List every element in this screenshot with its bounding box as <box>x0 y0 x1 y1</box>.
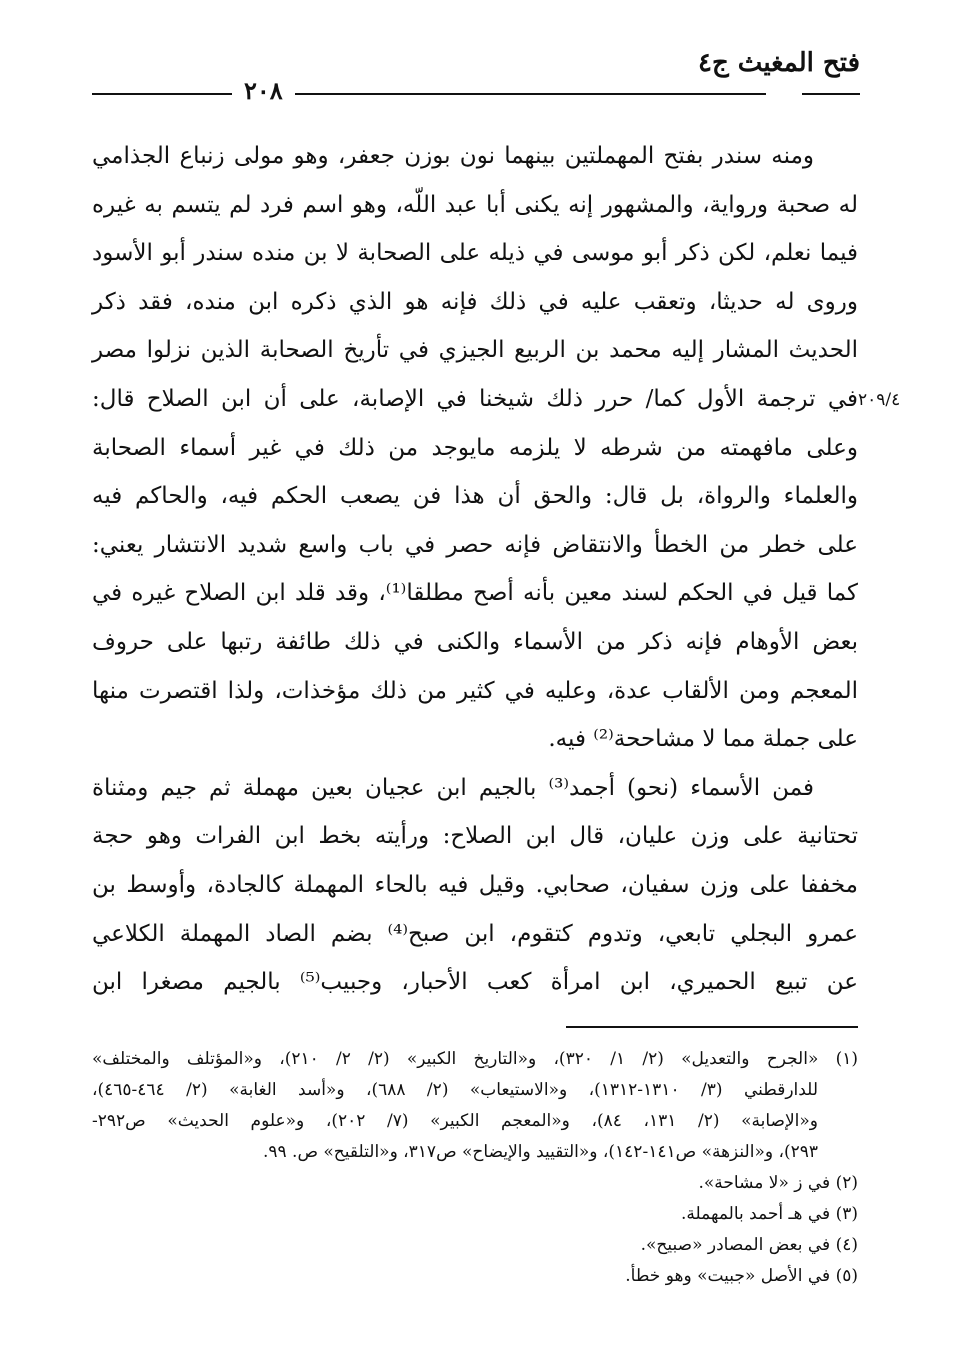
text-line: عمرو البجلي تابعي، وتدوم كتقوم، ابن صبح⁽⁴⁾ بضم الصاد المهملة الكلاعي <box>92 920 858 947</box>
footnote-line: للدارقطني (٣/ ١٣١٠-١٣١٢)، و«الاستيعاب» (٢/ ٦٨٨)، و«أسد الغابة» (٢/ ٤٦٤-٤٦٥)، <box>92 1080 818 1100</box>
header-rule <box>92 93 766 95</box>
footnote-line: (٤) في بعض المصادر «صبيح». <box>640 1235 858 1255</box>
text-line: له صحبة ورواية، والمشهور إنه يكنى أبا عبد اللّه، وهو اسم فرد لم يتسم به غيره <box>92 191 858 218</box>
header-rule-short <box>802 93 860 95</box>
footnotes <box>92 1044 858 1292</box>
main-text <box>92 132 858 1007</box>
page-number: ٢٠٨ <box>232 76 295 105</box>
footnote-line: و«الإصابة» (٢/ ١٣١، ٨٤)، و«المعجم الكبير» (٧/ ٢٠٢)، و«علوم الحديث» ص٢٩٢- <box>92 1111 819 1131</box>
text-line: بعض الأوهام فإنه ذكر من الأسماء والكنى في ذلك طائفة رتبها على حروف <box>92 628 858 655</box>
text-line: مخففا على وزن سفيان، صحابي. وقيل فيه بالحاء المهملة كالجادة، وأوسط بن <box>92 871 858 898</box>
page-header <box>92 40 860 104</box>
text-line: فيما نعلم، لكن ذكر أبو موسى في ذيله على الصحابة لا بن منده سندر أبو الأسود <box>92 240 858 267</box>
text-line: والعلماء والرواة، بل قال: والحق أن هذا فن يصعب الحكم فيه، والحاكم فيه <box>92 483 858 510</box>
text-line: على جملة مما لا مشاححة⁽²⁾ فيه. <box>548 726 858 753</box>
text-line: ومنه سندر بفتح المهملتين بينهما نون بوزن جعفر، وهو مولى زنباع الجذامي <box>92 143 814 169</box>
text-line: عن تبيع الحميري، ابن امرأة كعب الأحبار، وجبيب⁽⁵⁾ بالجيم مصغرا ابن <box>92 969 858 996</box>
text-line: فمن الأسماء (نحو) أجمد⁽³⁾ بالجيم ابن عجيان بعين مهملة ثم جيم ومثناة <box>92 774 814 801</box>
text-line: كما قيل في الحكم لسند معين بأنه أصح مطلقا⁽¹⁾، وقد قلد ابن الصلاح غيره في <box>92 580 858 607</box>
text-line: المعجم ومن الألقاب عدة، وعليه في كثير من ذلك مؤخذات، ولذا اقتصرت منها <box>92 677 858 704</box>
text-line: وروى له حديثا، وتعقب عليه في ذلك فإنه هو الذي ذكره ابن منده، فقد ذكر <box>92 288 858 315</box>
running-title: فتح المغيث ج٤ <box>697 48 860 78</box>
text-line: في ترجمة الأول كما/ حرر ذلك شيخنا في الإصابة، على أن ابن الصلاح قال: <box>92 385 858 412</box>
footnote-separator <box>566 1026 858 1028</box>
text-line: وعلى مافهمته من شرطه لا يلزمه مايوجد من ذلك في غير أسماء الصحابة <box>92 434 858 461</box>
footnote-5 <box>92 1261 858 1292</box>
footnote-line: (٢) في ز «لا مشاحة». <box>698 1173 858 1193</box>
footnote-line: (٥) في الأصل «جبيت» وهو خطأ. <box>625 1266 858 1286</box>
text-line: تحتانية على وزن عليان، قال ابن الصلاح: ورأيته بخط ابن الفرات وهو حجة <box>92 823 858 850</box>
footnote-line: ٢٩٣)، و«النزهة» ص١٤١-١٤٢)، و«التقييد والإيضاح» ص٣١٧، و«التلقيح» ص. ٩٩. <box>262 1142 818 1162</box>
footnote-line: (٣) في هـ أحمد بالمهملة. <box>681 1204 858 1224</box>
footnote-line: (١) «الجرح والتعديل» (٢/ ١/ ٣٢٠)، و«التاريخ الكبير» (٢/ ٢/ ٢١٠)، و«المؤتلف والمختلف» <box>92 1049 859 1069</box>
margin-reference: ٢٠٩/٤ <box>858 390 901 410</box>
footnote-2 <box>92 1168 858 1199</box>
text-line: الحديث المشار إليه محمد بن الربيع الجيزي في تأريخ الصحابة الذين نزلوا مصر <box>92 337 858 364</box>
footnote-1 <box>92 1044 858 1168</box>
text-line: على خطر من الخطأ والانتقاض فإنه حصر في باب واسع شديد الانتشار يعني: <box>92 531 858 558</box>
footnote-3 <box>92 1199 858 1230</box>
footnote-4 <box>92 1230 858 1261</box>
